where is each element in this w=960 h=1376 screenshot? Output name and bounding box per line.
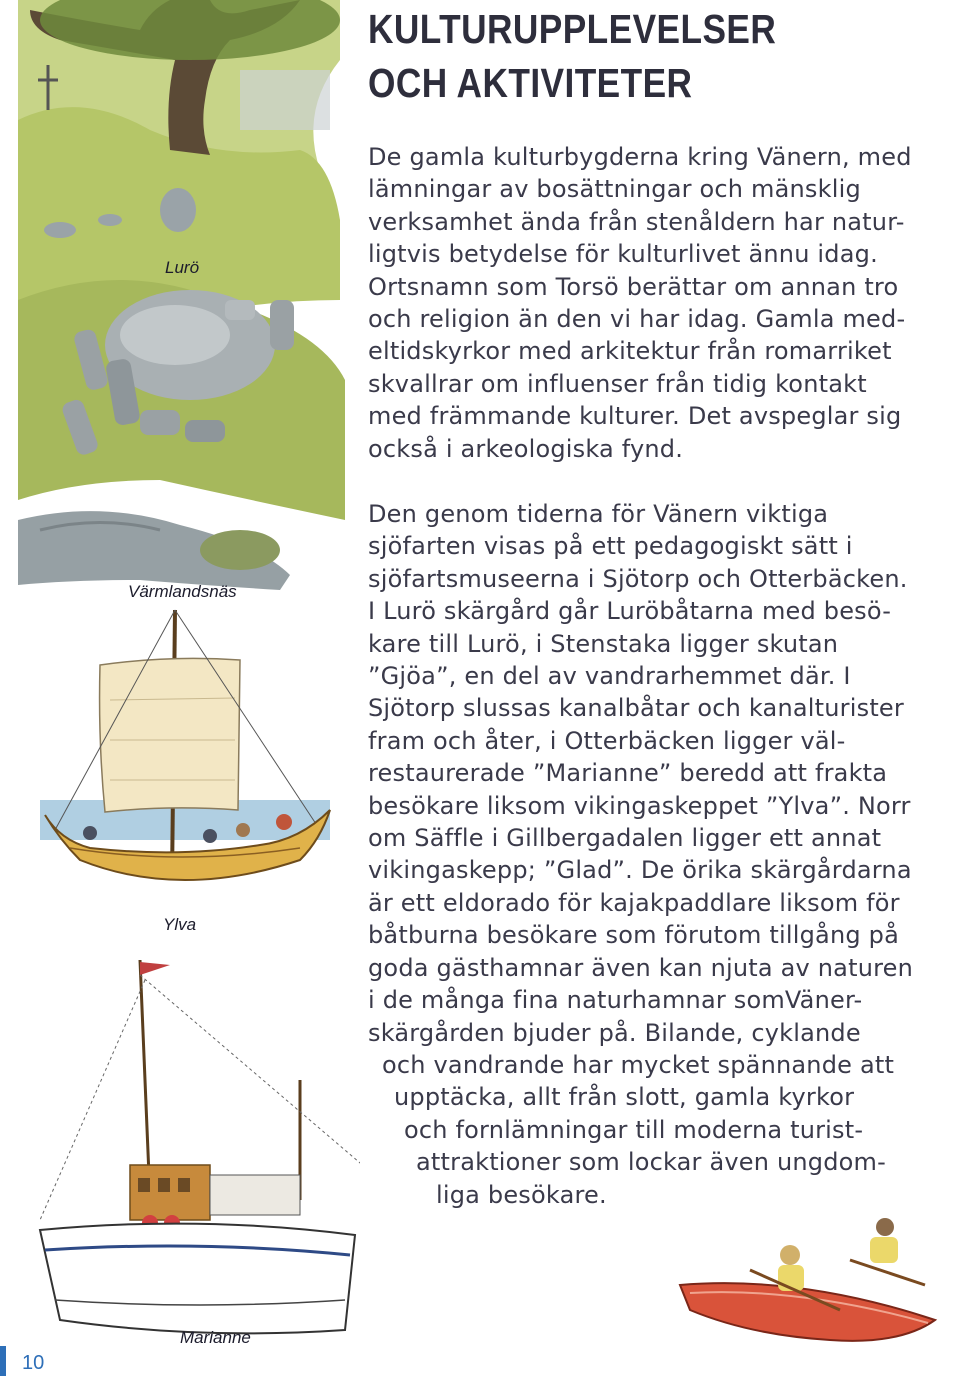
title-line: KULTURUPPLEVELSER [368, 6, 777, 52]
text-line: restaurerade ”Marianne” beredd att frakta [368, 759, 888, 788]
text-line: lämningar av bosättningar och mänsklig [368, 175, 861, 204]
text-line: vikingaskepp; ”Glad”. De örika skärgårdarna [368, 856, 912, 885]
text-line: liga besökare. [436, 1180, 607, 1209]
text-line: med främmande kulturer. Det avspeglar sig [368, 402, 902, 431]
text-line: I Lurö skärgård går Luröbåtarna med besö- [368, 597, 892, 626]
caption-luro: Lurö [165, 258, 200, 277]
page-title [368, 2, 776, 110]
text-line: eltidskyrkor med arkitektur från romarriket [368, 337, 892, 366]
caption-varmlandsnas: Värmlandsnäs [128, 582, 237, 601]
text-line: och religion än den vi har idag. Gamla med- [368, 305, 906, 334]
paragraph-activities [368, 498, 913, 1211]
text-line: attraktioner som lockar även ungdom- [416, 1148, 886, 1177]
caption-ylva: Ylva [163, 915, 197, 934]
text-line: ligtvis betydelse för kulturlivet ännu idag. [368, 240, 878, 269]
caption-marianne: Marianne [180, 1328, 251, 1347]
page-number: 10 [22, 1352, 45, 1374]
text-line: sjöfarten visas på ett pedagogiskt sätt i [368, 532, 853, 561]
text-line: ”Gjöa”, en del av vandrarhemmet där. I [368, 662, 851, 691]
title-line: OCH AKTIVITETER [368, 60, 693, 106]
text-line: sjöfartsmuseerna i Sjötorp och Otterbäcken. [368, 564, 908, 593]
text-line: är ett eldorado för kajakpaddlare liksom för [368, 888, 900, 917]
text-line: besökare liksom vikingaskeppet ”Ylva”. Norr [368, 791, 911, 820]
text-line: upptäcka, allt från slott, gamla kyrkor [394, 1083, 855, 1112]
text-line: Den genom tiderna för Vänern viktiga [368, 500, 829, 528]
text-line: och vandrande har mycket spännande att [382, 1050, 895, 1079]
varmlandsnas-rocks-illustration [18, 511, 290, 590]
dolmen-stones-illustration [18, 280, 345, 520]
text-line: skvallrar om influenser från tidig kontakt [368, 369, 867, 398]
text-line: också i arkeologiska fynd. [368, 434, 684, 463]
text-line: båtburna besökare som förutom tillgång på [368, 921, 899, 950]
text-line: och fornlämningar till moderna turist- [404, 1115, 864, 1144]
text-line: goda gästhamnar även kan njuta av naturen [368, 953, 914, 982]
text-line: fram och åter, i Otterbäcken ligger väl- [368, 726, 846, 755]
text-line: De gamla kulturbygderna kring Vänern, med [368, 143, 912, 171]
text-line: verksamhet ända från stenåldern har natur- [368, 207, 905, 236]
text-line: skärgården bjuder på. Bilande, cyklande [368, 1018, 861, 1047]
text-line: om Säffle i Gillbergadalen ligger ett annat [368, 824, 882, 853]
ylva-viking-ship-illustration [40, 610, 330, 880]
canoe-illustration [670, 1215, 940, 1355]
text-line: i de många fina naturhamnar somVäner- [368, 986, 863, 1015]
text-line: Sjötorp slussas kanalbåtar och kanalturister [368, 694, 904, 723]
marianne-steamship-illustration [40, 960, 360, 1333]
text-line: Ortsnamn som Torsö berättar om annan tro [368, 272, 899, 301]
text-line: kare till Lurö, i Stenstaka ligger skutan [368, 629, 839, 658]
page-edge-marker [0, 1346, 6, 1376]
paragraph-culture [368, 141, 912, 465]
illustrations [0, 0, 360, 1376]
